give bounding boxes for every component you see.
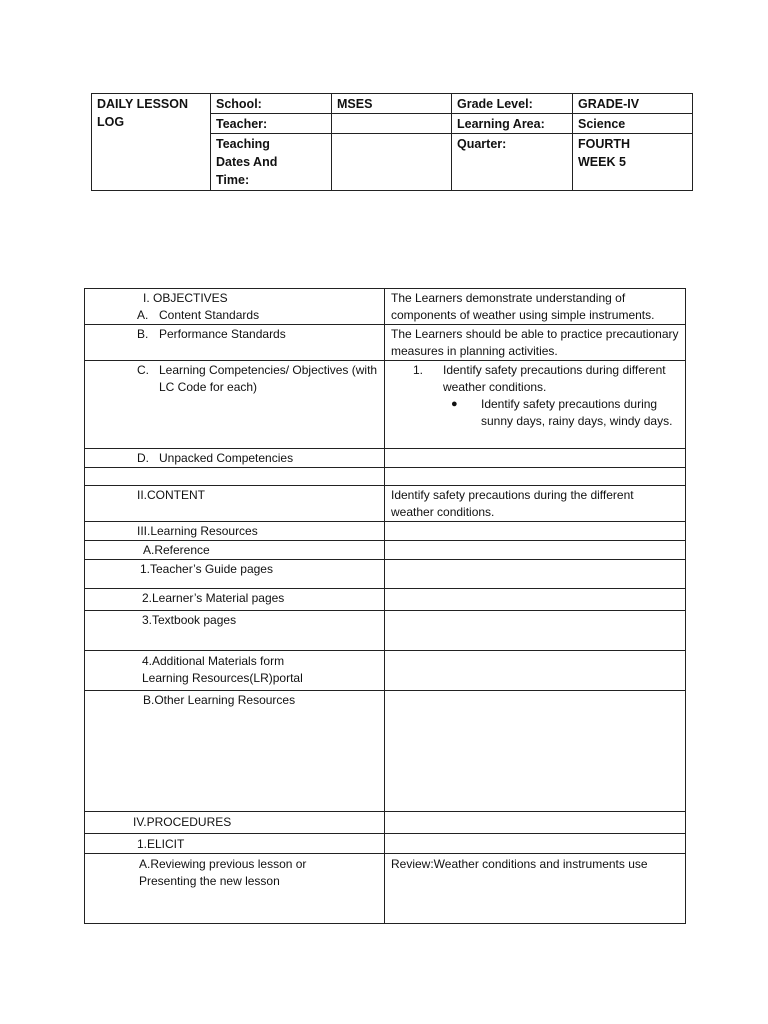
content-standards-row <box>91 307 378 324</box>
procedures-value <box>385 812 686 834</box>
performance-standards-value: The Learners should be able to practice precautionary measures in planning activities. <box>385 325 686 361</box>
elicit-label: 1.ELICIT <box>85 834 385 854</box>
teaching-dates-label <box>211 134 332 191</box>
other-resources-label: B.Other Learning Resources <box>85 691 385 812</box>
content-standards-value: The Learners demonstrate understanding of components of weather using simple instruments. <box>385 289 686 325</box>
unpacked-competencies-row <box>91 450 378 467</box>
content-value: Identify safety precautions during the different weather conditions. <box>385 486 686 522</box>
content-standards-letter: A. <box>137 308 149 322</box>
school-value: MSES <box>332 94 452 114</box>
learners-material-label: 2.Learner’s Material pages <box>85 589 385 611</box>
learning-competencies-label: Learning Competencies/ Objectives (with LC Code for each) <box>159 363 378 394</box>
lc-numbered-item <box>391 362 679 396</box>
content-standards-label: Content Standards <box>159 308 260 322</box>
learning-competencies-cell <box>85 361 385 449</box>
reviewing-lesson-value: Review:Weather conditions and instruments use <box>385 854 686 924</box>
elicit-value <box>385 834 686 854</box>
objectives-title: I. OBJECTIVES <box>143 291 228 305</box>
empty-cell <box>85 468 385 486</box>
teacher-value <box>332 114 452 134</box>
quarter-label: Quarter: <box>452 134 573 191</box>
teachers-guide-value <box>385 560 686 589</box>
grade-level-value: GRADE-IV <box>573 94 693 114</box>
grade-level-label: Grade Level: <box>452 94 573 114</box>
empty-cell <box>385 468 686 486</box>
quarter-value <box>573 134 693 191</box>
reference-value <box>385 541 686 560</box>
learning-resources-label: III.Learning Resources <box>85 522 385 541</box>
teaching-dates-label-text: Teaching Dates And Time: <box>216 137 278 187</box>
header-table <box>91 93 693 191</box>
content-label: II.CONTENT <box>85 486 385 522</box>
quarter-value-text: FOURTH WEEK 5 <box>578 137 631 169</box>
lc-item-number: 1. <box>413 363 424 377</box>
performance-standards-row <box>91 326 378 343</box>
additional-materials-value <box>385 651 686 691</box>
performance-standards-letter: B. <box>137 327 149 341</box>
teaching-dates-value <box>332 134 452 191</box>
teachers-guide-label: 1.Teacher’s Guide pages <box>85 560 385 589</box>
additional-materials-label: 4.Additional Materials form Learning Resources(LR)portal <box>142 654 303 685</box>
teacher-label: Teacher: <box>211 114 332 134</box>
unpacked-competencies-value <box>385 449 686 468</box>
procedures-label: IV.PROCEDURES <box>85 812 385 834</box>
unpacked-competencies-label: Unpacked Competencies <box>159 451 294 465</box>
lc-bullet-item <box>391 396 679 430</box>
objectives-cell <box>85 289 385 325</box>
lc-bullet-text: Identify safety precautions during sunny days, rainy days, windy days. <box>481 397 673 428</box>
textbook-value <box>385 611 686 651</box>
unpacked-competencies-letter: D. <box>137 451 149 465</box>
unpacked-competencies-cell <box>85 449 385 468</box>
learning-competencies-letter: C. <box>137 363 149 377</box>
reviewing-lesson-cell <box>85 854 385 924</box>
learning-resources-value <box>385 522 686 541</box>
learning-competencies-value <box>385 361 686 449</box>
learning-area-label: Learning Area: <box>452 114 573 134</box>
reviewing-lesson-label: A.Reviewing previous lesson or Presenting the new lesson <box>139 857 307 888</box>
learning-area-value: Science <box>573 114 693 134</box>
other-resources-value <box>385 691 686 812</box>
school-label: School: <box>211 94 332 114</box>
additional-materials-cell <box>85 651 385 691</box>
reference-label: A.Reference <box>85 541 385 560</box>
learners-material-value <box>385 589 686 611</box>
performance-standards-cell <box>85 325 385 361</box>
lesson-log-table <box>84 288 686 924</box>
log-title: DAILY LESSON LOG <box>97 97 188 129</box>
learning-competencies-row <box>91 362 378 396</box>
performance-standards-label: Performance Standards <box>159 327 286 341</box>
lc-item-text: Identify safety precautions during different weather conditions. <box>443 363 666 394</box>
bullet-icon: ● <box>451 398 458 410</box>
textbook-label: 3.Textbook pages <box>85 611 385 651</box>
log-title-cell <box>92 94 211 191</box>
